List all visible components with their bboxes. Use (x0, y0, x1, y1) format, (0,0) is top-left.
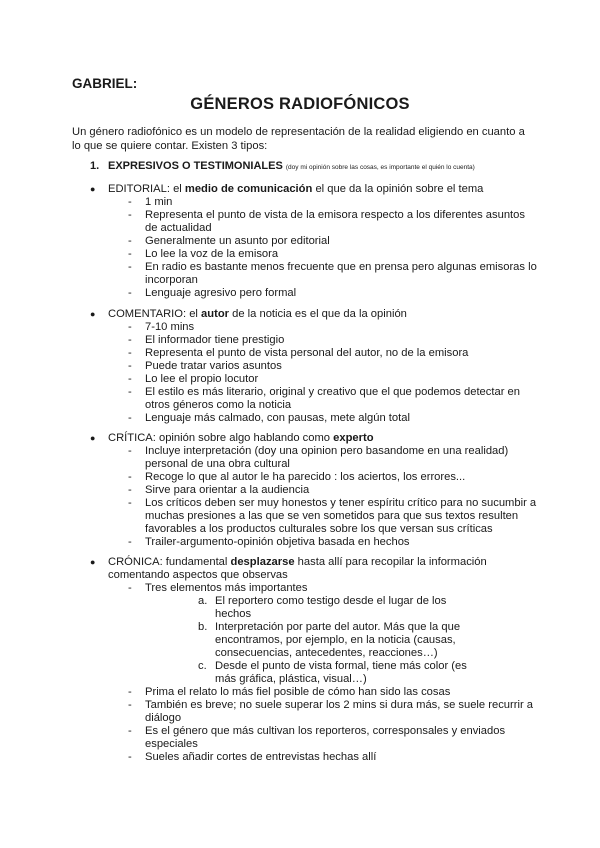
dash-icon: - (128, 196, 132, 208)
heading-text-end: hasta allí para recopilar la información comentando aspectos que observas (108, 556, 487, 581)
heading-bold: desplazarse (230, 556, 295, 568)
item-text: 7-10 mins (145, 321, 195, 333)
section-heading (90, 308, 540, 321)
dash-icon: - (128, 261, 132, 273)
item-text: En radio es bastante menos frecuente que en prensa pero algunas emisoras lo incorporan (145, 261, 537, 286)
list-item (90, 582, 540, 595)
heading-bold: autor (201, 308, 229, 320)
dash-icon: - (128, 751, 132, 763)
list-item (90, 386, 540, 412)
list-item (90, 536, 540, 549)
dash-icon: - (128, 582, 132, 594)
dash-icon: - (128, 334, 132, 346)
list-item (90, 347, 540, 360)
item-list (90, 686, 540, 764)
list-item (90, 248, 540, 261)
item-text: Recoge lo que al autor le ha parecido : los aciertos, los errores... (145, 471, 466, 483)
dash-icon: - (128, 321, 132, 333)
page-title: GÉNEROS RADIOFÓNICOS (190, 95, 410, 113)
lettered-item (90, 660, 485, 686)
section-heading (90, 556, 540, 582)
bullet-icon: ● (90, 557, 96, 567)
lettered-item (90, 595, 485, 621)
item-text: Generalmente un asunto por editorial (145, 235, 330, 247)
list-item (90, 334, 540, 347)
item-letter: b. (198, 621, 208, 633)
item-text: Puede tratar varios asuntos (145, 360, 282, 372)
dash-icon: - (128, 209, 132, 221)
dash-icon: - (128, 373, 132, 385)
list-item (90, 497, 540, 536)
item-list (90, 445, 540, 549)
item-text: Los críticos deben ser muy honestos y tener espíritu crítico para no sucumbir a muchas presiones a las que se ven sometidos para que sus textos resulten favorables a los productos culturales sobre los que versan sus críticas (145, 497, 537, 535)
section-comentario (90, 308, 540, 425)
item-text: Tres elementos más importantes (145, 582, 308, 594)
dash-icon: - (128, 248, 132, 260)
heading-text-end: el que da la opinión sobre el tema (312, 183, 484, 195)
item-text: Lenguaje agresivo pero formal (145, 287, 297, 299)
item-text: Interpretación por parte del autor. Más que la que encontramos, por ejemplo, en la noticia (causas, consecuencias, antecedentes, reacciones…) (215, 621, 461, 659)
dash-icon: - (128, 235, 132, 247)
item-text: Trailer-argumento-opinión objetiva basada en hechos (145, 536, 410, 548)
item-text: Sueles añadir cortes de entrevistas hechas allí (145, 751, 377, 763)
section-cronica (90, 556, 540, 764)
list-item (90, 751, 540, 764)
item-text: Representa el punto de vista personal del autor, no de la emisora (145, 347, 469, 359)
section-heading (90, 432, 540, 445)
item-text: Lo lee el propio locutor (145, 373, 259, 385)
list-item (90, 699, 540, 725)
list-item (90, 209, 540, 235)
list-item (90, 287, 540, 300)
numbered-heading (90, 160, 475, 172)
list-item (90, 261, 540, 287)
heading-label: EXPRESIVOS O TESTIMONIALES (108, 160, 283, 172)
heading-text: CRÓNICA: fundamental (108, 556, 231, 568)
item-list (90, 582, 540, 595)
list-item (90, 196, 540, 209)
lettered-item (90, 621, 485, 660)
list-item (90, 471, 540, 484)
list-item (90, 686, 540, 699)
heading-note: (doy mi opinión sobre las cosas, es importante el quién lo cuenta) (285, 164, 475, 171)
list-item (90, 321, 540, 334)
heading-text: EDITORIAL: el (108, 183, 185, 195)
dash-icon: - (128, 484, 132, 496)
heading-text-end: de la noticia es el que da la opinión (229, 308, 407, 320)
dash-icon: - (128, 686, 132, 698)
bullet-icon: ● (90, 309, 96, 319)
item-text: Lo lee la voz de la emisora (145, 248, 279, 260)
author-name: GABRIEL: (72, 76, 138, 91)
dash-icon: - (128, 536, 132, 548)
section-editorial (90, 183, 540, 300)
dash-icon: - (128, 347, 132, 359)
item-text: Representa el punto de vista de la emisora respecto a los diferentes asuntos de actualidad (145, 209, 525, 234)
lettered-list (90, 595, 540, 686)
heading-text: CRÍTICA: opinión sobre algo hablando como (108, 432, 334, 444)
heading-bold: experto (333, 432, 374, 444)
dash-icon: - (128, 412, 132, 424)
heading-number: 1. (90, 160, 100, 172)
item-letter: c. (198, 660, 207, 672)
item-text: Sirve para orientar a la audiencia (145, 484, 310, 496)
item-text: El informador tiene prestigio (145, 334, 285, 346)
dash-icon: - (128, 699, 132, 711)
item-text: Es el género que más cultivan los reporteros, corresponsales y enviados especiales (145, 725, 506, 750)
list-item (90, 445, 540, 471)
dash-icon: - (128, 360, 132, 372)
list-item (90, 725, 540, 751)
item-text: También es breve; no suele superar los 2 mins si dura más, se suele recurrir a diálogo (145, 699, 534, 724)
item-text: Incluye interpretación (doy una opinion pero basandome en una realidad) personal de una obra cultural (145, 445, 509, 470)
item-text: Desde el punto de vista formal, tiene más color (es más gráfica, plástica, visual…) (215, 660, 467, 685)
section-critica (90, 432, 540, 549)
list-item (90, 484, 540, 497)
dash-icon: - (128, 471, 132, 483)
dash-icon: - (128, 445, 132, 457)
item-text: 1 min (145, 196, 173, 208)
bullet-icon: ● (90, 433, 96, 443)
dash-icon: - (128, 386, 132, 398)
list-item (90, 360, 540, 373)
list-item (90, 412, 540, 425)
section-heading (90, 183, 540, 196)
heading-bold: medio de comunicación (184, 183, 313, 195)
item-text: Prima el relato lo más fiel posible de cómo han sido las cosas (145, 686, 451, 698)
item-text: El reportero como testigo desde el lugar de los hechos (215, 595, 447, 620)
item-text: El estilo es más literario, original y creativo que el que podemos detectar en otros géneros como la noticia (145, 386, 520, 411)
dash-icon: - (128, 725, 132, 737)
intro-paragraph: Un género radiofónico es un modelo de representación de la realidad eligiendo en cuanto a lo que se quiere contar. Existen 3 tipos: (72, 126, 525, 152)
heading-text: COMENTARIO: el (108, 308, 202, 320)
item-list (90, 321, 540, 425)
item-list (90, 196, 540, 300)
dash-icon: - (128, 497, 132, 509)
dash-icon: - (128, 287, 132, 299)
list-item (90, 235, 540, 248)
item-letter: a. (198, 595, 208, 607)
bullet-icon: ● (90, 184, 96, 194)
list-item (90, 373, 540, 386)
item-text: Lenguaje más calmado, con pausas, mete algún total (145, 412, 410, 424)
